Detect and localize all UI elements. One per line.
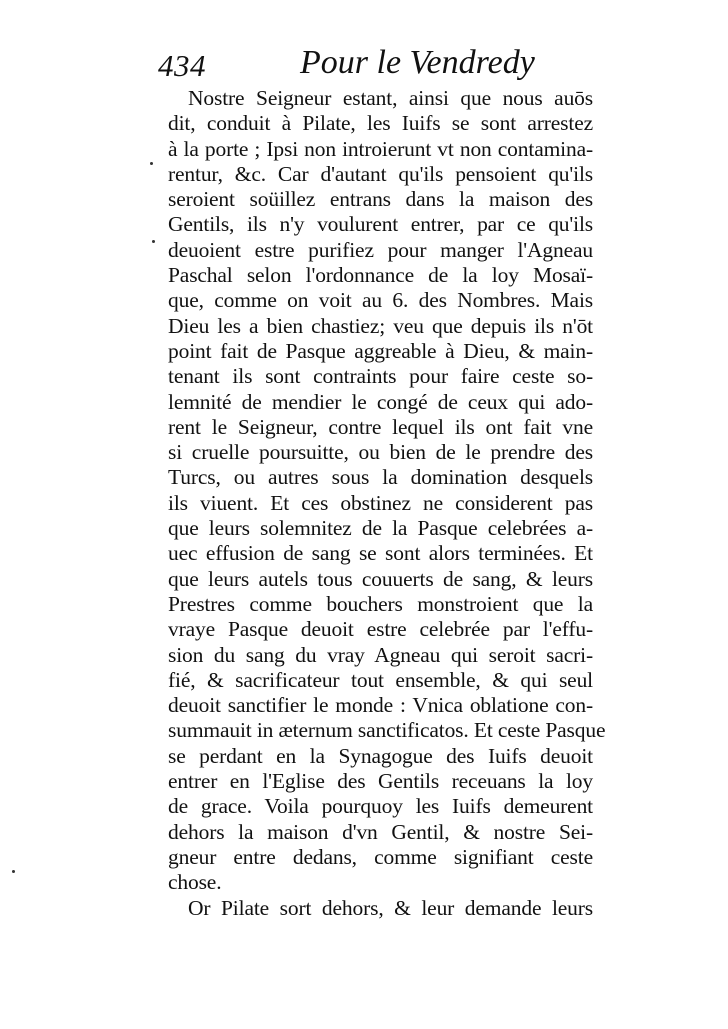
text-line: entrer en l'Eglise des Gentils receuans la loy <box>168 769 593 794</box>
text-line: Or Pilate sort dehors, & leur demande leurs <box>188 895 593 920</box>
text-line: ils viuent. Et ces obstinez ne considerent pas <box>168 490 593 515</box>
page-number: 434 <box>158 48 206 83</box>
text-line: vraye Pasque deuoit estre celebrée par l'effu- <box>168 617 593 642</box>
text-line: deuoient estre purifiez pour manger l'Agneau <box>168 237 593 262</box>
text-line: si cruelle poursuitte, ou bien de le prendre des <box>168 440 593 465</box>
ink-speck <box>150 162 153 165</box>
text-line: rentur, &c. Car d'autant qu'ils pensoient qu'ils <box>168 161 593 186</box>
text-line: Prestres comme bouchers monstroient que la <box>168 591 593 616</box>
text-line: que leurs autels tous couuerts de sang, & leurs <box>168 566 593 591</box>
text-line: lemnité de mendier le congé de ceux qui ado- <box>168 389 593 414</box>
ink-speck <box>152 240 155 243</box>
text-line: tenant ils sont contraints pour faire ceste so- <box>168 364 593 389</box>
text-line: à la porte ; Ipsi non introierunt vt non contamina- <box>168 136 593 161</box>
text-line: sion du sang du vray Agneau qui seroit sacri- <box>168 642 593 667</box>
ink-speck <box>12 870 15 873</box>
text-line: dit, conduit à Pilate, les Iuifs se sont arrestez <box>168 111 593 136</box>
text-line: gneur entre dedans, comme signifiant ceste <box>168 844 593 869</box>
text-line: seroient soüillez entrans dans la maison des <box>168 187 593 212</box>
text-line: fié, & sacrificateur tout ensemble, & qui seul <box>168 667 593 692</box>
text-line: uec effusion de sang se sont alors terminées. Et <box>168 541 593 566</box>
running-head <box>150 44 590 88</box>
text-line: se perdant en la Synagogue des Iuifs deuoit <box>168 743 593 768</box>
text-line: point fait de Pasque aggreable à Dieu, & main- <box>168 338 593 363</box>
text-line: Gentils, ils n'y voulurent entrer, par ce qu'ils <box>168 212 593 237</box>
text-line: que, comme on voit au 6. des Nombres. Mais <box>168 288 593 313</box>
text-line: Paschal selon l'ordonnance de la loy Mosaï- <box>168 263 593 288</box>
text-line: Dieu les a bien chastiez; veu que depuis ils n'ōt <box>168 313 593 338</box>
body-text <box>168 86 606 921</box>
text-line: deuoit sanctifier le monde : Vnica oblatione con- <box>168 693 593 718</box>
running-title: Pour le Vendredy <box>300 44 535 81</box>
text-line: Nostre Seigneur estant, ainsi que nous auōs <box>188 86 593 110</box>
text-line: Turcs, ou autres sous la domination desquels <box>168 465 593 490</box>
text-line: que leurs solemnitez de la Pasque celebrées a- <box>168 516 593 541</box>
text-line: summauit in æternum sanctificatos. Et ceste Pasque <box>168 718 606 743</box>
text-line: rent le Seigneur, contre lequel ils ont fait vne <box>168 414 593 439</box>
text-line: chose. <box>168 870 222 895</box>
text-line: dehors la maison d'vn Gentil, & nostre Sei- <box>168 819 593 844</box>
text-line: de grace. Voila pourquoy les Iuifs demeurent <box>168 794 593 819</box>
